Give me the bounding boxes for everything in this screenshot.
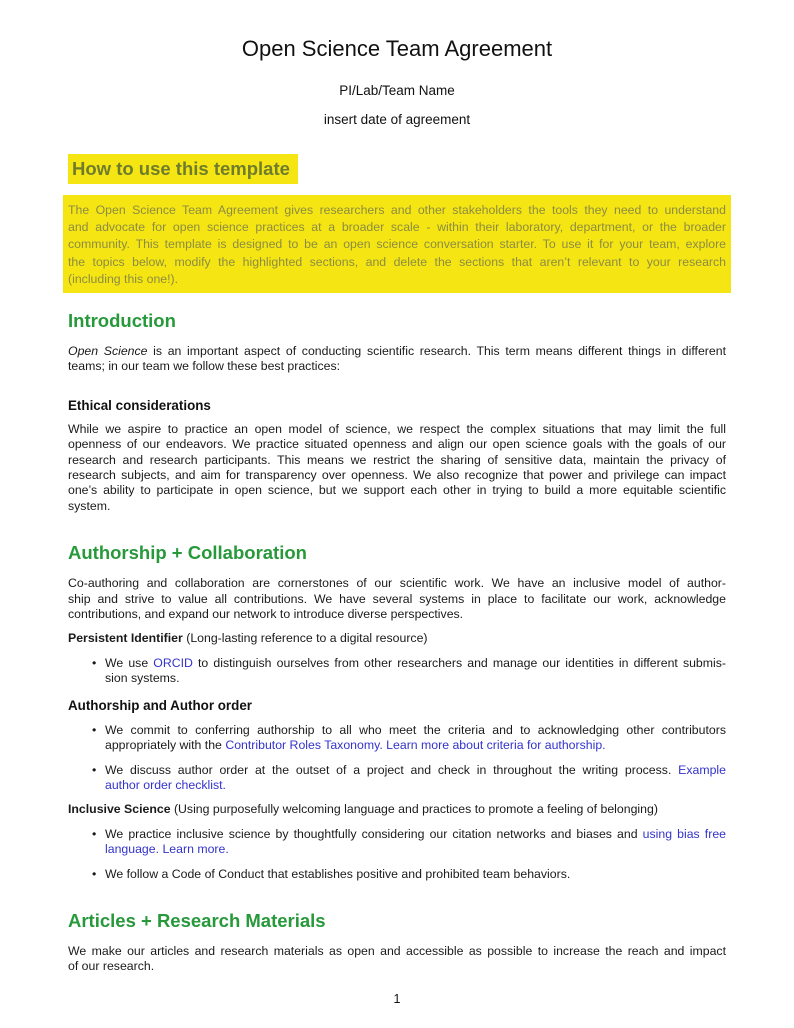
text-run: (including this one!). <box>68 271 179 286</box>
text-run: of our research. <box>68 959 155 974</box>
subheading-ethical-considerations: Ethical considerations <box>68 397 211 413</box>
text-run: to distinguish ourselves from other researchers and manage our identities in different submis- <box>192 655 726 670</box>
bullet-item-author-order <box>68 763 726 794</box>
text-line <box>68 576 726 591</box>
text-run: We commit to conferring authorship to all who meet the criteria and to acknowledging other contributors <box>105 722 726 737</box>
bullet-marker: • <box>92 826 97 841</box>
text-run: We make our articles and research materials as open and accessible as possible to increase the reach and impact <box>68 943 726 958</box>
bullet-item-commit-authorship <box>68 723 726 754</box>
text-run: system. <box>68 498 111 513</box>
section-heading-how-to-use <box>68 154 726 184</box>
criteria-for-authorship-link[interactable]: Learn more about criteria for authorship. <box>386 738 606 753</box>
text-line <box>105 763 726 778</box>
bullet-item-bias-free <box>68 827 726 858</box>
text-line <box>68 592 726 607</box>
bullet-marker: • <box>92 655 97 670</box>
text-line <box>105 723 726 738</box>
bullet-marker: • <box>92 722 97 737</box>
introduction-paragraph <box>68 344 726 375</box>
text-line <box>68 453 726 468</box>
text-run: sion systems. <box>105 671 180 686</box>
bullet-text-code-of-conduct <box>105 867 726 882</box>
text-line <box>68 437 726 452</box>
inclusive-science-lead <box>68 802 726 817</box>
articles-paragraph <box>68 944 726 975</box>
section-heading-articles-research-materials: Articles + Research Materials <box>68 909 326 931</box>
text-run: We discuss author order at the outset of a project and check in throughout the writing process. <box>105 762 679 777</box>
text-run: contributions, and expand our network to introduce diverse perspectives. <box>68 607 464 622</box>
section-heading-authorship-collaboration: Authorship + Collaboration <box>68 542 307 564</box>
text-line <box>105 827 726 842</box>
text-line <box>68 631 726 646</box>
contributor-roles-taxonomy-link[interactable]: Contributor Roles Taxonomy. <box>225 738 383 753</box>
example-author-order-checklist-link[interactable]: Example <box>678 762 726 777</box>
text-run: is an important aspect of conducting scientific research. This term means different things in different <box>147 344 726 359</box>
text-line <box>105 867 726 882</box>
orcid-link[interactable]: ORCID <box>153 655 193 670</box>
text-run: Inclusive Science <box>68 802 171 817</box>
text-run: one’s ability to participate in open science, but we support each other in trying to build a more equitable scientific <box>68 483 726 498</box>
bullet-text-author-order <box>105 763 726 794</box>
text-line <box>68 422 726 437</box>
text-run: teams; in our team we follow these best practices: <box>68 359 341 374</box>
text-run: the topics below, modify the highlighted sections, and delete the sections that aren’t relevant to your research <box>68 254 726 269</box>
page-number: 1 <box>393 992 401 1006</box>
text-run: research and research participants. This means we restrict the sharing of sensitive data, maintain the privacy of <box>68 452 726 467</box>
bullet-text-bias-free <box>105 827 726 858</box>
agreement-date-line: insert date of agreement <box>323 112 471 127</box>
bullet-item-orcid <box>68 656 726 687</box>
text-run: Persistent Identifier <box>68 631 183 646</box>
example-author-order-checklist-link[interactable]: author order checklist. <box>105 777 226 792</box>
bullet-item-code-of-conduct <box>68 867 726 882</box>
text-line <box>105 656 726 671</box>
text-run: Open Science <box>68 344 148 359</box>
text-line <box>68 219 726 236</box>
text-line <box>68 802 726 817</box>
ethical-considerations-paragraph <box>68 422 726 514</box>
bias-free-language-link[interactable]: using bias free <box>642 826 726 841</box>
text-run: (Using purposefully welcoming language and practices to promote a feeling of belonging) <box>170 802 658 817</box>
text-line <box>68 202 726 219</box>
document-title: Open Science Team Agreement <box>241 36 553 61</box>
bullet-text-orcid <box>105 656 726 687</box>
learn-more-link[interactable]: Learn more. <box>162 842 229 857</box>
highlighted-heading-text: How to use this template <box>68 154 298 184</box>
text-run: Co-authoring and collaboration are cornerstones of our scientific work. We have an inclusive model of author- <box>68 576 726 591</box>
text-line <box>105 778 726 793</box>
text-line <box>68 468 726 483</box>
text-run: We use <box>105 655 154 670</box>
text-run: and advocate for open science practices at a broader scale - within their laboratory, department, or the broader <box>68 220 726 235</box>
text-run: ship and strive to value all contributions. We have several systems in place to facilitate our work, acknowledge <box>68 591 726 606</box>
text-run: The Open Science Team Agreement gives researchers and other stakeholders the tools they need to understand <box>68 203 726 217</box>
text-run: openness of our endeavors. We practice situated openness and align our open science goals with the goals of our <box>68 437 726 452</box>
text-run: (Long-lasting reference to a digital resource) <box>182 631 428 646</box>
text-line <box>68 271 726 288</box>
text-line <box>68 254 726 271</box>
subheading-authorship-author-order: Authorship and Author order <box>68 697 252 713</box>
text-run: We follow a Code of Conduct that establishes positive and prohibited team behaviors. <box>105 866 571 881</box>
text-line <box>68 483 726 498</box>
text-line <box>105 842 726 857</box>
section-heading-introduction: Introduction <box>68 310 176 332</box>
persistent-identifier-lead <box>68 631 726 646</box>
bullet-text-commit-authorship <box>105 723 726 754</box>
how-to-use-highlighted-paragraph <box>63 195 731 293</box>
authorship-paragraph <box>68 576 726 622</box>
text-run: research subjects, and aim for transparency over openness. We also recognize that power and privilege can impact <box>68 468 726 483</box>
text-line <box>68 944 726 959</box>
bullet-marker: • <box>92 762 97 777</box>
text-line <box>68 359 726 374</box>
text-line <box>105 671 726 686</box>
text-line <box>68 959 726 974</box>
text-run: community. This template is designed to be an open science conversation starter. To use it for your team, explore <box>68 237 726 252</box>
text-line <box>105 738 726 753</box>
team-name-line: PI/Lab/Team Name <box>339 83 455 98</box>
bias-free-language-link[interactable]: language. <box>105 842 160 857</box>
bullet-marker: • <box>92 866 97 881</box>
text-run: appropriately with the <box>105 738 226 753</box>
text-line <box>68 344 726 359</box>
text-line <box>68 607 726 622</box>
text-line <box>68 499 726 514</box>
text-run: While we aspire to practice an open model of science, we respect the complex situations that may limit the full <box>68 421 726 436</box>
text-run: We practice inclusive science by thoughtfully considering our citation networks and biases and <box>105 826 643 841</box>
text-line <box>68 236 726 253</box>
